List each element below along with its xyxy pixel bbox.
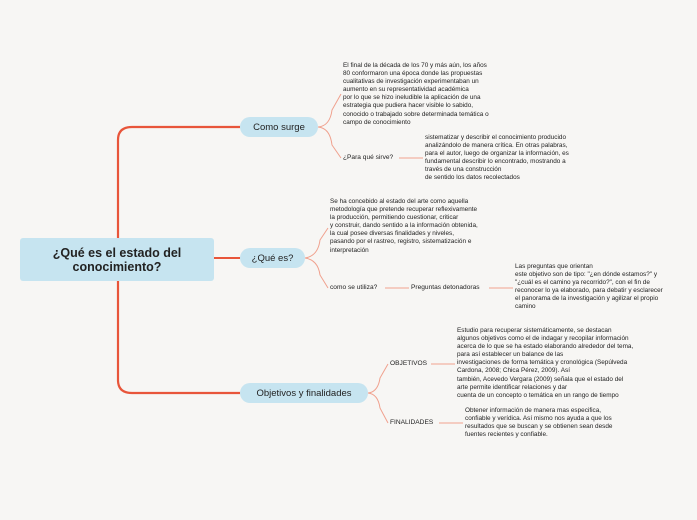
link-obj-finalidades xyxy=(368,393,388,423)
para-que-sirve-text[interactable]: sistematizar y describir el conocimiento producido analizándolo de manera crítica. En otras palabras, para el autor, luego de organizar la información, es fundamental describir lo encontrado, mostrando a través de una construcción de sentido los datos recolectados xyxy=(425,134,569,182)
finalidades-topic[interactable]: FINALIDADES xyxy=(390,419,434,426)
branch-objetivos-finalidades[interactable] xyxy=(240,383,368,403)
preguntas-detonadoras-text[interactable]: Las preguntas que orientan este objetivo son de tipo: "¿en dónde estamos?" y "¿cuál es el camino ya recorrido?", con el fin de reconocer lo ya elaborado, para debatir y esclarecer el panorama de la investigación y agilizar el propio camino xyxy=(515,263,663,311)
objetivos-text[interactable]: Estudio para recuperar sistemáticamente, se destacan algunos objetivos como el de indagar y recopilar información acerca de lo que se ha estado elaborando alrededor del tema, para así establecer un balance de las investigaciones de forma temática y cronológica (Sepúlveda Cardona, 2008; Chica Pérez, 2009). Así también, Acevedo Vergara (2009) señala que el estado del arte permite identificar relaciones y dar cuenta de un concepto o temática en un rango de tiempo xyxy=(457,327,634,399)
finalidades-text[interactable]: Obtener información de manera mas especifica, confiable y verídica. Así mismo nos ayuda a que los resultados que se buscan y se obtienen sean desde fuentes recientes y confiable. xyxy=(465,407,613,439)
que-es-intro-text[interactable]: Se ha concebido al estado del arte como aquella metodología que pretende recuperar reflexivamente la producción, permitiendo cuestionar, criticar y construir, dando sentido a la información obtenida, la cual posee diversas finalidades y niveles, pasando por el rastreo, registro, sistematización e interpretación xyxy=(330,198,478,254)
link-root-como-surge xyxy=(118,127,240,238)
objetivos-topic[interactable]: OBJETIVOS xyxy=(390,360,428,367)
como-se-utiliza-topic[interactable]: como se utiliza? xyxy=(330,284,378,291)
link-que-es-intro xyxy=(305,228,328,258)
link-como-surge-intro xyxy=(318,94,341,127)
link-obj-objetivos xyxy=(368,364,388,393)
link-root-objetivos xyxy=(118,281,240,393)
branch-que-es-label: ¿Qué es? xyxy=(251,252,294,264)
para-que-sirve-topic[interactable]: ¿Para qué sirve? xyxy=(343,154,394,161)
central-topic-title: ¿Qué es el estado del conocimiento? xyxy=(52,245,182,274)
preguntas-detonadoras-topic[interactable]: Preguntas detonadoras xyxy=(411,284,480,291)
link-como-surge-para-que xyxy=(318,127,341,158)
branch-objetivos-finalidades-label: Objetivos y finalidades xyxy=(256,387,352,399)
central-topic[interactable] xyxy=(20,238,214,281)
link-que-es-como xyxy=(305,258,328,288)
branch-que-es[interactable] xyxy=(240,248,305,268)
branch-como-surge[interactable] xyxy=(240,117,318,137)
branch-como-surge-label: Como surge xyxy=(253,121,305,133)
como-surge-intro-text[interactable]: El final de la década de los 70 y más aún, los años 80 conformaron una época donde las propuestas cualitativas de investigación experimentaban un aumento en su representatividad académica por lo que se hizo ineludible la aplicación de una estrategia que pudiera hacer visible lo sabido, conocido o trabajado sobre determinada temática o campo de conocimiento xyxy=(343,62,489,126)
